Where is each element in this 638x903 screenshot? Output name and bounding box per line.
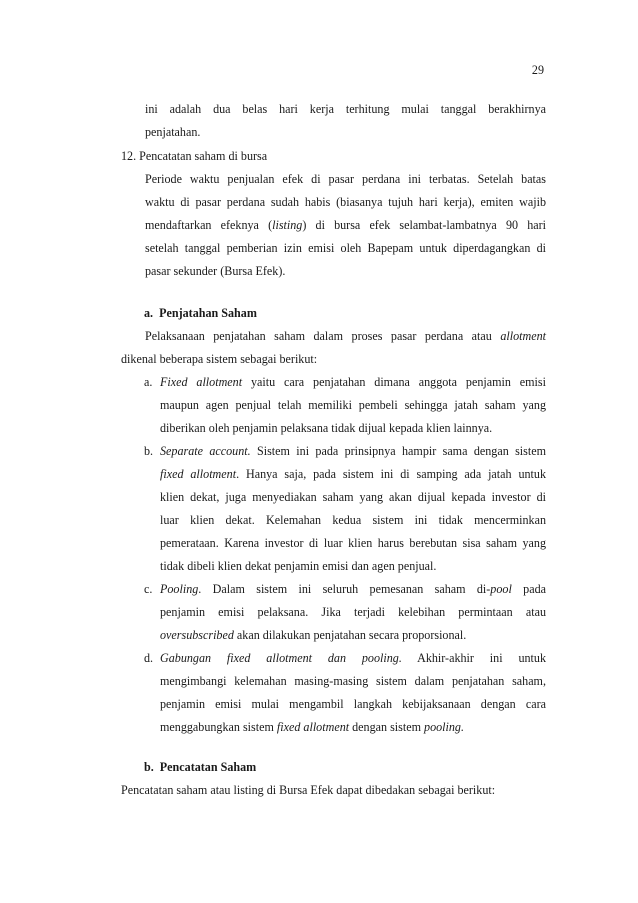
italic-term: pooling. [424, 720, 464, 734]
italic-term: Gabungan fixed allotment dan pooling. [160, 651, 402, 665]
text-run: dengan sistem [349, 720, 425, 734]
text-run: ) di bursa efek selambat-lambatnya 90 hari [302, 218, 546, 232]
section-b-heading: b. Pencatatan Saham [144, 760, 257, 774]
text-run: yaitu cara penjatahan dimana anggota penjamin emisi [242, 375, 546, 389]
text-run: . Dalam sistem ini seluruh pemesanan saham di- [198, 582, 491, 596]
list-item-label: a. [144, 375, 153, 389]
list-item-label: b. [144, 444, 154, 458]
section-a-heading: a. Penjatahan Saham [144, 306, 257, 320]
list-item-d-line-3: penjamin emisi mulai mengambil langkah kebijaksanaan dengan cara [160, 697, 546, 711]
list-item-a-line-3: diberikan oleh penjamin pelaksana tidak dijual kepada klien lainnya. [160, 421, 493, 435]
item-12-line-2: waktu di pasar perdana sudah habis (biasanya tujuh hari kerja), emiten wajib [145, 195, 546, 209]
list-item-a-line-2: maupun agen penjual telah memiliki pembeli sehingga jatah saham yang [160, 398, 546, 412]
section-a-intro-1 [145, 328, 546, 345]
list-item-c-line-1 [160, 581, 546, 598]
text-run: Akhir-akhir ini untuk [401, 651, 546, 665]
list-item-d-line-1 [160, 650, 546, 667]
list-item-b-line-1 [160, 443, 546, 460]
text-run: pada [511, 582, 546, 596]
list-item-b-line-3: klien dekat, juga menyediakan saham yang akan dijual kepada investor di [160, 490, 546, 504]
italic-term: fixed allotment [160, 467, 237, 481]
section-b-intro: Pencatatan saham atau listing di Bursa Efek dapat dibedakan sebagai berikut: [121, 783, 496, 797]
list-item-d-line-4 [160, 719, 546, 736]
list-item-b-line-2 [160, 466, 546, 483]
italic-term: Separate account. [160, 444, 251, 458]
intro-line-1: ini adalah dua belas hari kerja terhitung mulai tanggal berakhirnya [145, 102, 546, 116]
item-12-line-5: pasar sekunder (Bursa Efek). [145, 264, 286, 278]
italic-term: allotment [500, 329, 546, 343]
list-item-b-line-5: pemerataan. Karena investor di luar klien harus berebutan sisa saham yang [160, 536, 546, 550]
item-12-line-1: Periode waktu penjualan efek di pasar perdana ini terbatas. Setelah batas [145, 172, 546, 186]
list-item-b-line-6: tidak dibeli klien dekat penjamin emisi dan agen penjual. [160, 559, 437, 573]
list-item-a-line-1 [160, 374, 546, 391]
page-number: 29 [531, 63, 544, 77]
text-run: Pelaksanaan penjatahan saham dalam proses pasar perdana atau [145, 329, 501, 343]
item-12-title: 12. Pencatatan saham di bursa [121, 149, 268, 163]
item-12-line-4: setelah tanggal pemberian izin emisi oleh Bapepam untuk diperdagangkan di [145, 241, 546, 255]
list-item-d-line-2: mengimbangi kelemahan masing-masing sistem dalam penjatahan saham, [160, 674, 546, 688]
text-run: mendaftarkan efeknya ( [145, 218, 273, 232]
list-item-b-line-4: luar klien dekat. Kelemahan kedua sistem ini tidak mencerminkan [160, 513, 546, 527]
list-item-c-line-3 [160, 627, 546, 644]
text-run: . Hanya saja, pada sistem ini di samping ada jatah untuk [236, 467, 547, 481]
italic-term: pool [490, 582, 512, 596]
italic-term: fixed allotment [276, 720, 350, 734]
intro-line-2: penjatahan. [145, 125, 201, 139]
italic-term: Pooling [160, 582, 199, 596]
list-item-label: d. [144, 651, 154, 665]
item-12-line-3 [145, 217, 546, 234]
list-item-c-line-2: penjamin emisi pelaksana. Jika terjadi kelebihan permintaan atau [160, 605, 546, 619]
list-item-label: c. [144, 582, 153, 596]
italic-term: oversubscribed [160, 628, 234, 642]
text-run: menggabungkan sistem [160, 720, 277, 734]
italic-term: listing [272, 218, 303, 232]
text-run: akan dilakukan penjatahan secara proporsional. [233, 628, 467, 642]
italic-term: Fixed allotment [160, 375, 243, 389]
section-a-intro-2: dikenal beberapa sistem sebagai berikut: [121, 352, 318, 366]
text-run: Sistem ini pada prinsipnya hampir sama dengan sistem [250, 444, 546, 458]
